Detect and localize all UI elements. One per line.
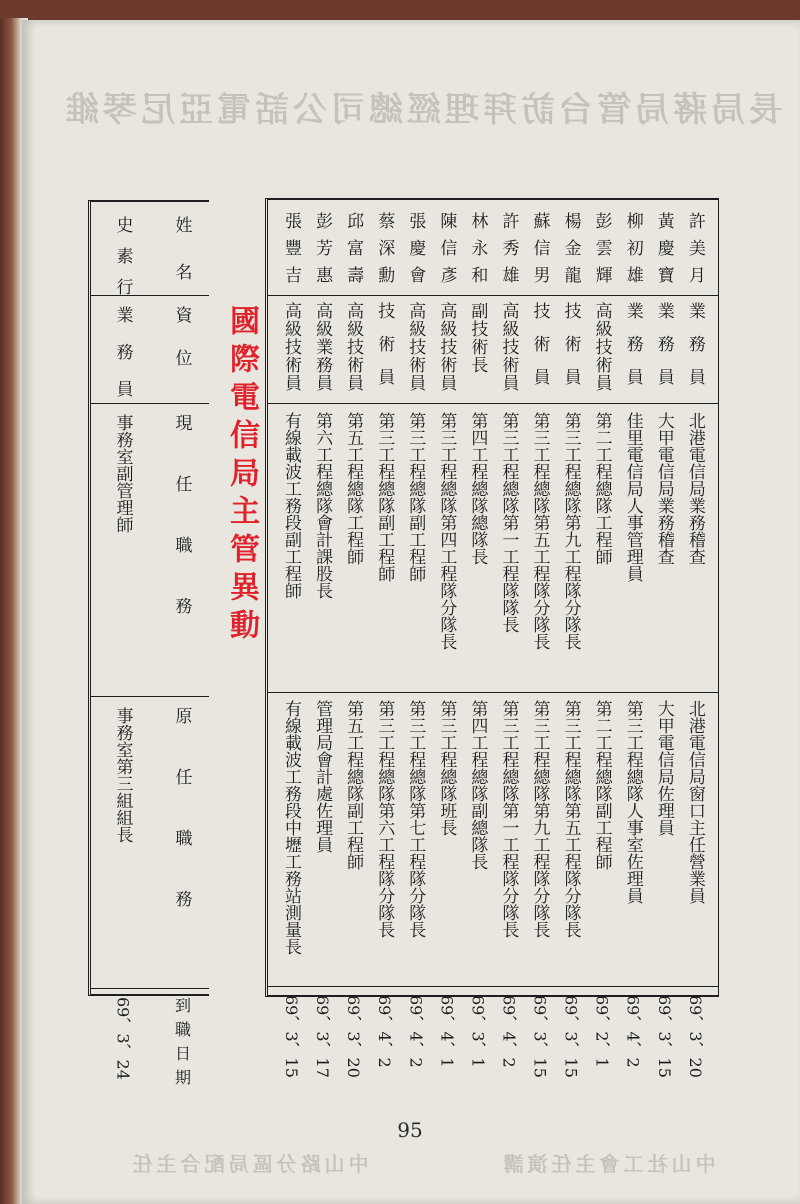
previous-position: 第三工程總隊第一工程隊分隊長	[498, 700, 519, 938]
current-position: 第六工程總隊會計課股長	[312, 412, 333, 599]
current-position: 第三工程總隊第四工程隊分隊長	[436, 412, 457, 650]
start-date: 69、3、15	[282, 995, 301, 1078]
current-position: 有線載波工務段副工程師	[281, 412, 301, 599]
person-name: 彭芳惠	[312, 212, 333, 293]
person-rank: 技術員	[560, 302, 581, 401]
start-date: 69、3、20	[685, 995, 705, 1078]
previous-position: 第三工程總隊班長	[436, 700, 457, 836]
start-date: 69、3、17	[313, 995, 333, 1078]
person-rank: 高級業務員	[312, 302, 333, 392]
table-row	[371, 200, 397, 1068]
person-name: 蔡深勳	[374, 212, 395, 293]
page-title: 國際電信局主管異動	[224, 305, 259, 647]
header-column	[165, 202, 195, 1093]
table-row	[464, 200, 490, 1068]
current-position: 第三工程總隊第九工程隊分隊長	[560, 412, 581, 650]
table-row	[309, 200, 335, 1078]
person-name: 陳信彥	[436, 212, 457, 293]
left-columns	[91, 202, 209, 1093]
header-date: 到職日期	[172, 997, 192, 1093]
previous-position: 第三工程總隊第七工程隊分隊長	[405, 700, 426, 938]
table-row	[651, 200, 677, 1078]
person-rank: 高級技術員	[498, 302, 519, 392]
person-rank: 高級技術員	[281, 302, 301, 392]
current-position: 第四工程總隊總隊長	[467, 412, 488, 565]
person-name: 楊金龍	[560, 212, 581, 293]
person-name: 張慶會	[405, 212, 426, 293]
person-name: 黃慶寶	[653, 212, 674, 293]
start-date: 69、3、15	[561, 995, 581, 1078]
table-row	[402, 200, 428, 1068]
bleed-through-text-bottom	[52, 1148, 792, 1177]
bleed-through-text-top: 長局蔣局管台訪拜理經總司公話電亞尼琴維	[61, 90, 783, 130]
table-columns	[268, 200, 718, 1078]
table-row	[495, 200, 521, 1068]
person-name: 林永和	[467, 212, 488, 293]
start-date: 69、3、24	[113, 997, 133, 1080]
previous-position: 第三工程總隊第六工程隊分隊長	[374, 700, 395, 938]
header-current: 現任職務	[171, 414, 192, 658]
person-name: 許秀雄	[498, 212, 519, 293]
person-rank: 業務員	[653, 302, 674, 401]
current-position: 事務室副管理師	[112, 414, 133, 533]
table-row	[682, 200, 708, 1078]
person-rank: 副技術長	[467, 302, 488, 374]
personnel-table-main	[265, 198, 719, 1078]
current-position: 第三工程總隊副工程師	[374, 412, 395, 582]
start-date: 69、3、1	[468, 995, 488, 1068]
person-rank: 技術員	[374, 302, 395, 401]
current-position: 北港電信局業務稽查	[684, 412, 705, 565]
previous-position: 第三工程總隊第五工程隊分隊長	[560, 700, 581, 938]
person-name: 蘇信男	[529, 212, 550, 293]
table-row	[106, 202, 136, 1080]
current-position: 第三工程總隊第五工程隊分隊長	[529, 412, 550, 650]
previous-position: 第三工程總隊人事室佐理員	[622, 700, 643, 904]
start-date: 69、4、2	[406, 995, 426, 1068]
bleed-bottom-left: 中山社工會主任演講	[499, 1152, 716, 1176]
table-row	[340, 200, 366, 1078]
header-rank: 資位	[171, 306, 192, 392]
current-position: 第二工程總隊工程師	[591, 412, 612, 565]
person-rank: 高級技術員	[591, 302, 612, 392]
header-name: 姓名	[171, 216, 192, 310]
page-number: 95	[397, 1118, 423, 1142]
person-rank: 高級技術員	[436, 302, 457, 392]
person-name: 邱富壽	[343, 212, 364, 293]
person-rank: 業務員	[622, 302, 643, 401]
previous-position: 大甲電信局佐理員	[653, 700, 674, 836]
previous-position: 第四工程總隊副總隊長	[467, 700, 488, 870]
previous-position: 有線載波工務段中壢工務站測量長	[281, 700, 301, 955]
previous-position: 第二工程總隊副工程師	[591, 700, 612, 870]
current-position: 第三工程總隊第一工程隊隊長	[498, 412, 519, 633]
table-row	[527, 200, 553, 1078]
start-date: 69、4、2	[623, 995, 643, 1068]
start-date: 69、3、15	[530, 995, 550, 1078]
header-previous: 原任職務	[171, 707, 192, 951]
current-position: 第五工程總隊工程師	[343, 412, 364, 565]
start-date: 69、2、1	[592, 995, 612, 1068]
start-date: 69、3、15	[654, 995, 674, 1078]
start-date: 69、4、1	[437, 995, 457, 1068]
table-row	[558, 200, 584, 1078]
start-date: 69、3、20	[344, 995, 364, 1078]
previous-position: 管理局會計處佐理員	[312, 700, 333, 853]
previous-position: 事務室第三組組長	[112, 707, 133, 843]
table-row	[278, 200, 304, 1078]
person-name: 柳初雄	[622, 212, 643, 293]
previous-position: 第五工程總隊副工程師	[343, 700, 364, 870]
table-row	[433, 200, 459, 1068]
person-name: 史素行	[112, 216, 133, 309]
person-rank: 業務員	[684, 302, 705, 401]
current-position: 大甲電信局業務稽查	[653, 412, 674, 565]
person-name: 張豐吉	[281, 212, 301, 293]
current-position: 佳里電信局人事管理員	[622, 412, 643, 582]
table-row	[620, 200, 646, 1068]
previous-position: 北港電信局窗口主任營業員	[684, 700, 705, 904]
previous-position: 第三工程總隊第九工程隊分隊長	[529, 700, 550, 938]
person-name: 彭雲輝	[591, 212, 612, 293]
start-date: 69、4、2	[375, 995, 395, 1068]
personnel-table-left	[88, 200, 209, 1093]
start-date: 69、4、2	[499, 995, 519, 1068]
bleed-bottom-right: 中山路分區局配合主任	[128, 1152, 369, 1176]
person-rank: 高級技術員	[343, 302, 364, 392]
person-rank: 技術員	[529, 302, 550, 401]
person-rank: 業務員	[112, 306, 133, 417]
person-name: 許美月	[684, 212, 705, 293]
table-row	[589, 200, 615, 1068]
person-rank: 高級技術員	[405, 302, 426, 392]
current-position: 第三工程總隊副工程師	[405, 412, 426, 582]
